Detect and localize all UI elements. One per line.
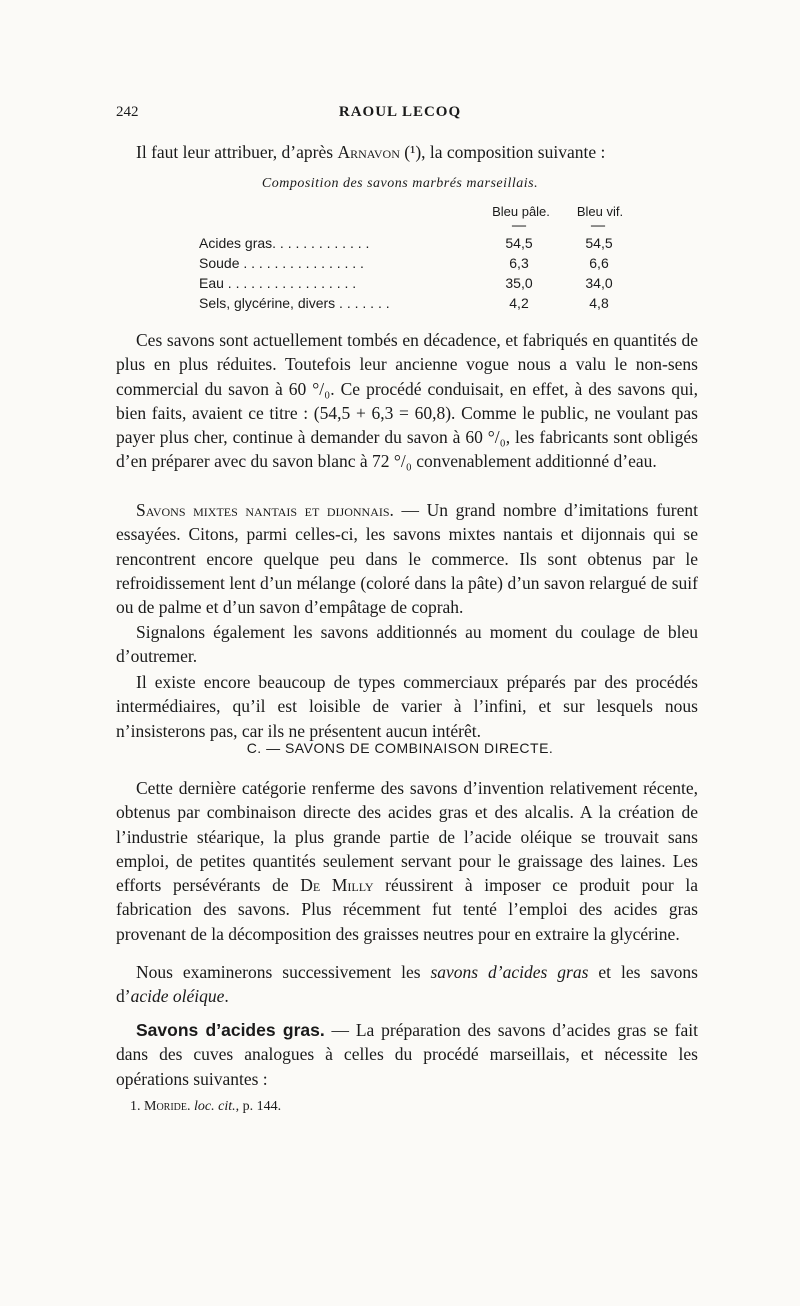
paragraph-text: Cette dernière catégorie renferme des savons d’invention relativement récente, obtenus par combinaison directe des acides gras et des alcalis. A la création de l’industrie stéarique, la plus grande partie de l’acide oléique se trouvait sans emploi, de petites quantités seulement servant pour le graissage des laines. Les efforts persévérants de [116, 778, 698, 896]
row-label: Acides gras. . . . . . . . . . . . . [199, 235, 370, 251]
row-value-pale: 6,3 [509, 255, 529, 271]
footnote: 1. Moride. loc. cit., p. 144. [130, 1099, 282, 1114]
paragraph-types-commerciaux: Il existe encore beaucoup de types commerciaux préparés par des procédés intermédiaires, qu’il est loisible de varier à l’infini, et sur lesquels nous n’insisterons pas, car ils ne présentent aucun intérêt. [116, 672, 698, 741]
row-label: Soude . . . . . . . . . . . . . . . . [199, 255, 364, 271]
table-row [199, 255, 629, 276]
paragraph-outremer: Signalons également les savons additionnés au moment du coulage de bleu d’outremer. [116, 622, 698, 667]
italic-term: acide oléique [130, 986, 225, 1007]
running-title: RAOUL LECOQ [338, 104, 462, 120]
paragraph-combinaison-directe [116, 776, 698, 946]
row-value-vif: 4,8 [589, 295, 609, 311]
section-heading: C. — SAVONS DE COMBINAISON DIRECTE. [246, 740, 554, 756]
page-number: 242 [116, 104, 139, 120]
paragraph-text: Nous examinerons successivement les [136, 962, 431, 982]
intro-paragraph [116, 140, 698, 164]
column-dash: — [591, 218, 605, 233]
paragraph-lead: Savons mixtes nantais et dijonnais. [136, 500, 394, 520]
paragraph-examinerons [116, 960, 698, 1009]
table-caption: Composition des savons marbrés marseillais. [261, 176, 539, 191]
author-arnavon: Arnavon [337, 142, 400, 162]
row-value-pale: 4,2 [509, 295, 529, 311]
author-de-milly: De Milly [300, 875, 374, 896]
row-value-vif: 34,0 [585, 275, 613, 291]
paragraph-text: . [224, 986, 229, 1007]
paragraph-lead: Savons d’acides gras. [136, 1020, 325, 1040]
row-label: Eau . . . . . . . . . . . . . . . . . [199, 275, 357, 291]
row-value-vif: 54,5 [585, 235, 613, 251]
column-header-bleu-pale: Bleu pâle. [492, 204, 550, 219]
row-value-vif: 6,6 [589, 255, 609, 271]
row-label: Sels, glycérine, divers . . . . . . . [199, 295, 390, 311]
footnote-author: Moride [144, 1099, 187, 1114]
table-row [199, 235, 629, 256]
italic-term: savons d’acides gras [430, 962, 589, 982]
paragraph-text: — Un grand nombre d’imitations furent essayées. Citons, parmi celles-ci, les savons mixtes nantais et dijonnais qui se rencontrent encore quelque peu dans le commerce. Ils sont obtenus par le refroidissement lent d’un mélange (coloré dans la pâte) d’un savon relargué de suif ou de palme et d’un savon d’empâtage de coprah. [116, 500, 698, 618]
row-value-pale: 35,0 [505, 275, 533, 291]
footnote-number: 1. [130, 1099, 141, 1114]
table-row [199, 275, 629, 296]
intro-text-after: (¹), la composition suivante : [399, 142, 606, 162]
paragraph-text: réussirent à imposer ce produit pour la fabrication des savons. Plus récemment fut tenté l’emploi des acides gras provenant de la décomposition des graisses neutres pour en extraire la glycérine. [116, 875, 698, 944]
paragraph-decadence: Ces savons sont actuellement tombés en décadence, et fabriqués en quantités de plus en plus réduites. Toutefois leur ancienne vogue nous a valu le non-sens commercial du savon à 60 °/₀. Ce procédé conduisait, en effet, à des savons qui, bien faits, avaient ce titre : (54,5 + 6,3 = 60,8). Comme le public, ne voulant pas payer plus cher, continue à demander du savon à 60 °/₀, les fabricants sont obligés d’en préparer avec du savon blanc à 72 °/₀ convenablement additionné d’eau. [116, 330, 698, 472]
footnote-page: , p. 144. [235, 1099, 282, 1114]
paragraph-acides-gras [116, 1018, 698, 1091]
column-header-bleu-vif: Bleu vif. [576, 204, 624, 219]
paragraph-savons-mixtes [116, 498, 698, 619]
row-value-pale: 54,5 [505, 235, 533, 251]
intro-text-before: Il faut leur attribuer, d’après [136, 142, 338, 162]
paragraph-text: — La préparation des savons d’acides gras se fait dans des cuves analogues à celles du procédé marseillais, et nécessite les opérations suivantes : [116, 1020, 698, 1089]
table-row [199, 295, 629, 316]
footnote-ref: loc. cit. [194, 1099, 236, 1114]
paragraph-text: et les savons d’ [116, 962, 698, 1007]
column-dash: — [512, 218, 526, 233]
